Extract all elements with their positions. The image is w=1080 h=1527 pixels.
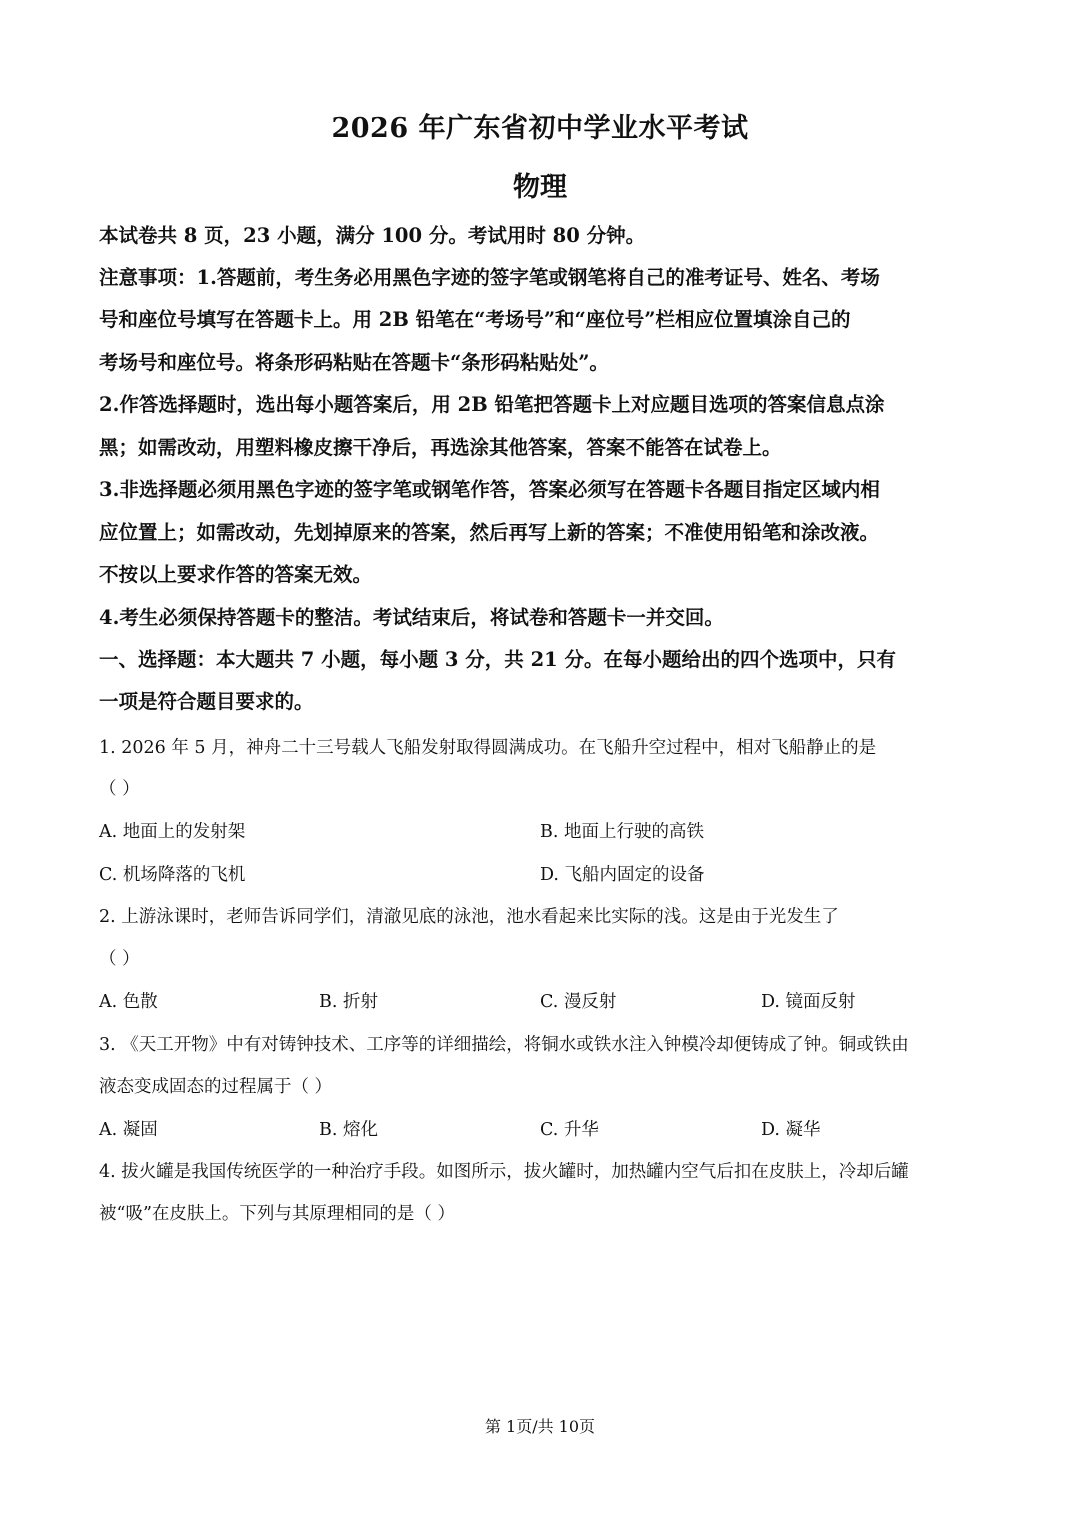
section-heading: 一、选择题：本大题共 7 小题，每小题 3 分，共 21 分。在每小题给出的四个选项中，只有 [99, 648, 897, 671]
question-2-stem: 2. 上游泳课时，老师告诉同学们，清澈见底的泳池，池水看起来比实际的浅。这是由于光发生了 [99, 907, 839, 927]
question-3-option-a: A. 凝固 [99, 1120, 158, 1140]
question-4-stem-cont: 被“吸”在皮肤上。下列与其原理相同的是（ ） [99, 1204, 455, 1224]
notice-line: 4.考生必须保持答题卡的整洁。考试结束后，将试卷和答题卡一并交回。 [99, 606, 724, 629]
question-1-option-d: D. 飞船内固定的设备 [540, 865, 705, 885]
question-3-stem-cont: 液态变成固态的过程属于（ ） [99, 1077, 333, 1097]
question-2-option-b: B. 折射 [319, 992, 378, 1012]
notice-line: 2.作答选择题时，选出每小题答案后，用 2B 铅笔把答题卡上对应题目选项的答案信息点涂 [99, 393, 885, 416]
question-3-option-c: C. 升华 [540, 1120, 599, 1140]
section-heading: 一项是符合题目要求的。 [99, 690, 314, 713]
notice-line: 号和座位号填写在答题卡上。用 2B 铅笔在“考场号”和“座位号”栏相应位置填涂自己的 [99, 308, 851, 331]
question-4-stem: 4. 拔火罐是我国传统医学的一种治疗手段。如图所示，拔火罐时，加热罐内空气后扣在皮肤上，冷却后罐 [99, 1162, 909, 1182]
question-3-stem: 3. 《天工开物》中有对铸钟技术、工序等的详细描绘，将铜水或铁水注入钟模冷却便铸成了钟。铜或铁由 [99, 1035, 909, 1055]
question-1-option-b: B. 地面上行驶的高铁 [540, 822, 704, 842]
notice-line: 本试卷共 8 页，23 小题，满分 100 分。考试用时 80 分钟。 [99, 224, 646, 247]
subject-title: 物理 [513, 172, 567, 203]
notice-line: 不按以上要求作答的答案无效。 [99, 563, 373, 586]
notice-line: 考场号和座位号。将条形码粘贴在答题卡“条形码粘贴处”。 [99, 351, 609, 374]
question-3-option-b: B. 熔化 [319, 1120, 378, 1140]
notice-line: 黑；如需改动，用塑料橡皮擦干净后，再选涂其他答案，答案不能答在试卷上。 [99, 436, 782, 459]
question-2-blank: （ ） [99, 949, 140, 969]
question-2-option-d: D. 镜面反射 [761, 992, 856, 1012]
notice-line: 应位置上；如需改动，先划掉原来的答案，然后再写上新的答案；不准使用铅笔和涂改液。 [99, 521, 880, 544]
question-1-option-c: C. 机场降落的飞机 [99, 865, 246, 885]
page-number: 第 1页/共 10页 [484, 1417, 596, 1436]
question-2-option-c: C. 漫反射 [540, 992, 617, 1012]
question-1-stem: 1. 2026 年 5 月，神舟二十三号载人飞船发射取得圆满成功。在飞船升空过程中，相对飞船静止的是 [99, 738, 877, 758]
exam-title: 2026 年广东省初中学业水平考试 [331, 113, 749, 144]
question-1-blank: （ ） [99, 779, 140, 799]
question-1-option-a: A. 地面上的发射架 [99, 822, 246, 842]
question-3-option-d: D. 凝华 [761, 1120, 821, 1140]
notice-line: 注意事项：1.答题前，考生务必用黑色字迹的签字笔或钢笔将自己的准考证号、姓名、考场 [99, 266, 880, 289]
question-2-option-a: A. 色散 [99, 992, 158, 1012]
notice-line: 3.非选择题必须用黑色字迹的签字笔或钢笔作答，答案必须写在答题卡各题目指定区域内相 [99, 478, 880, 501]
